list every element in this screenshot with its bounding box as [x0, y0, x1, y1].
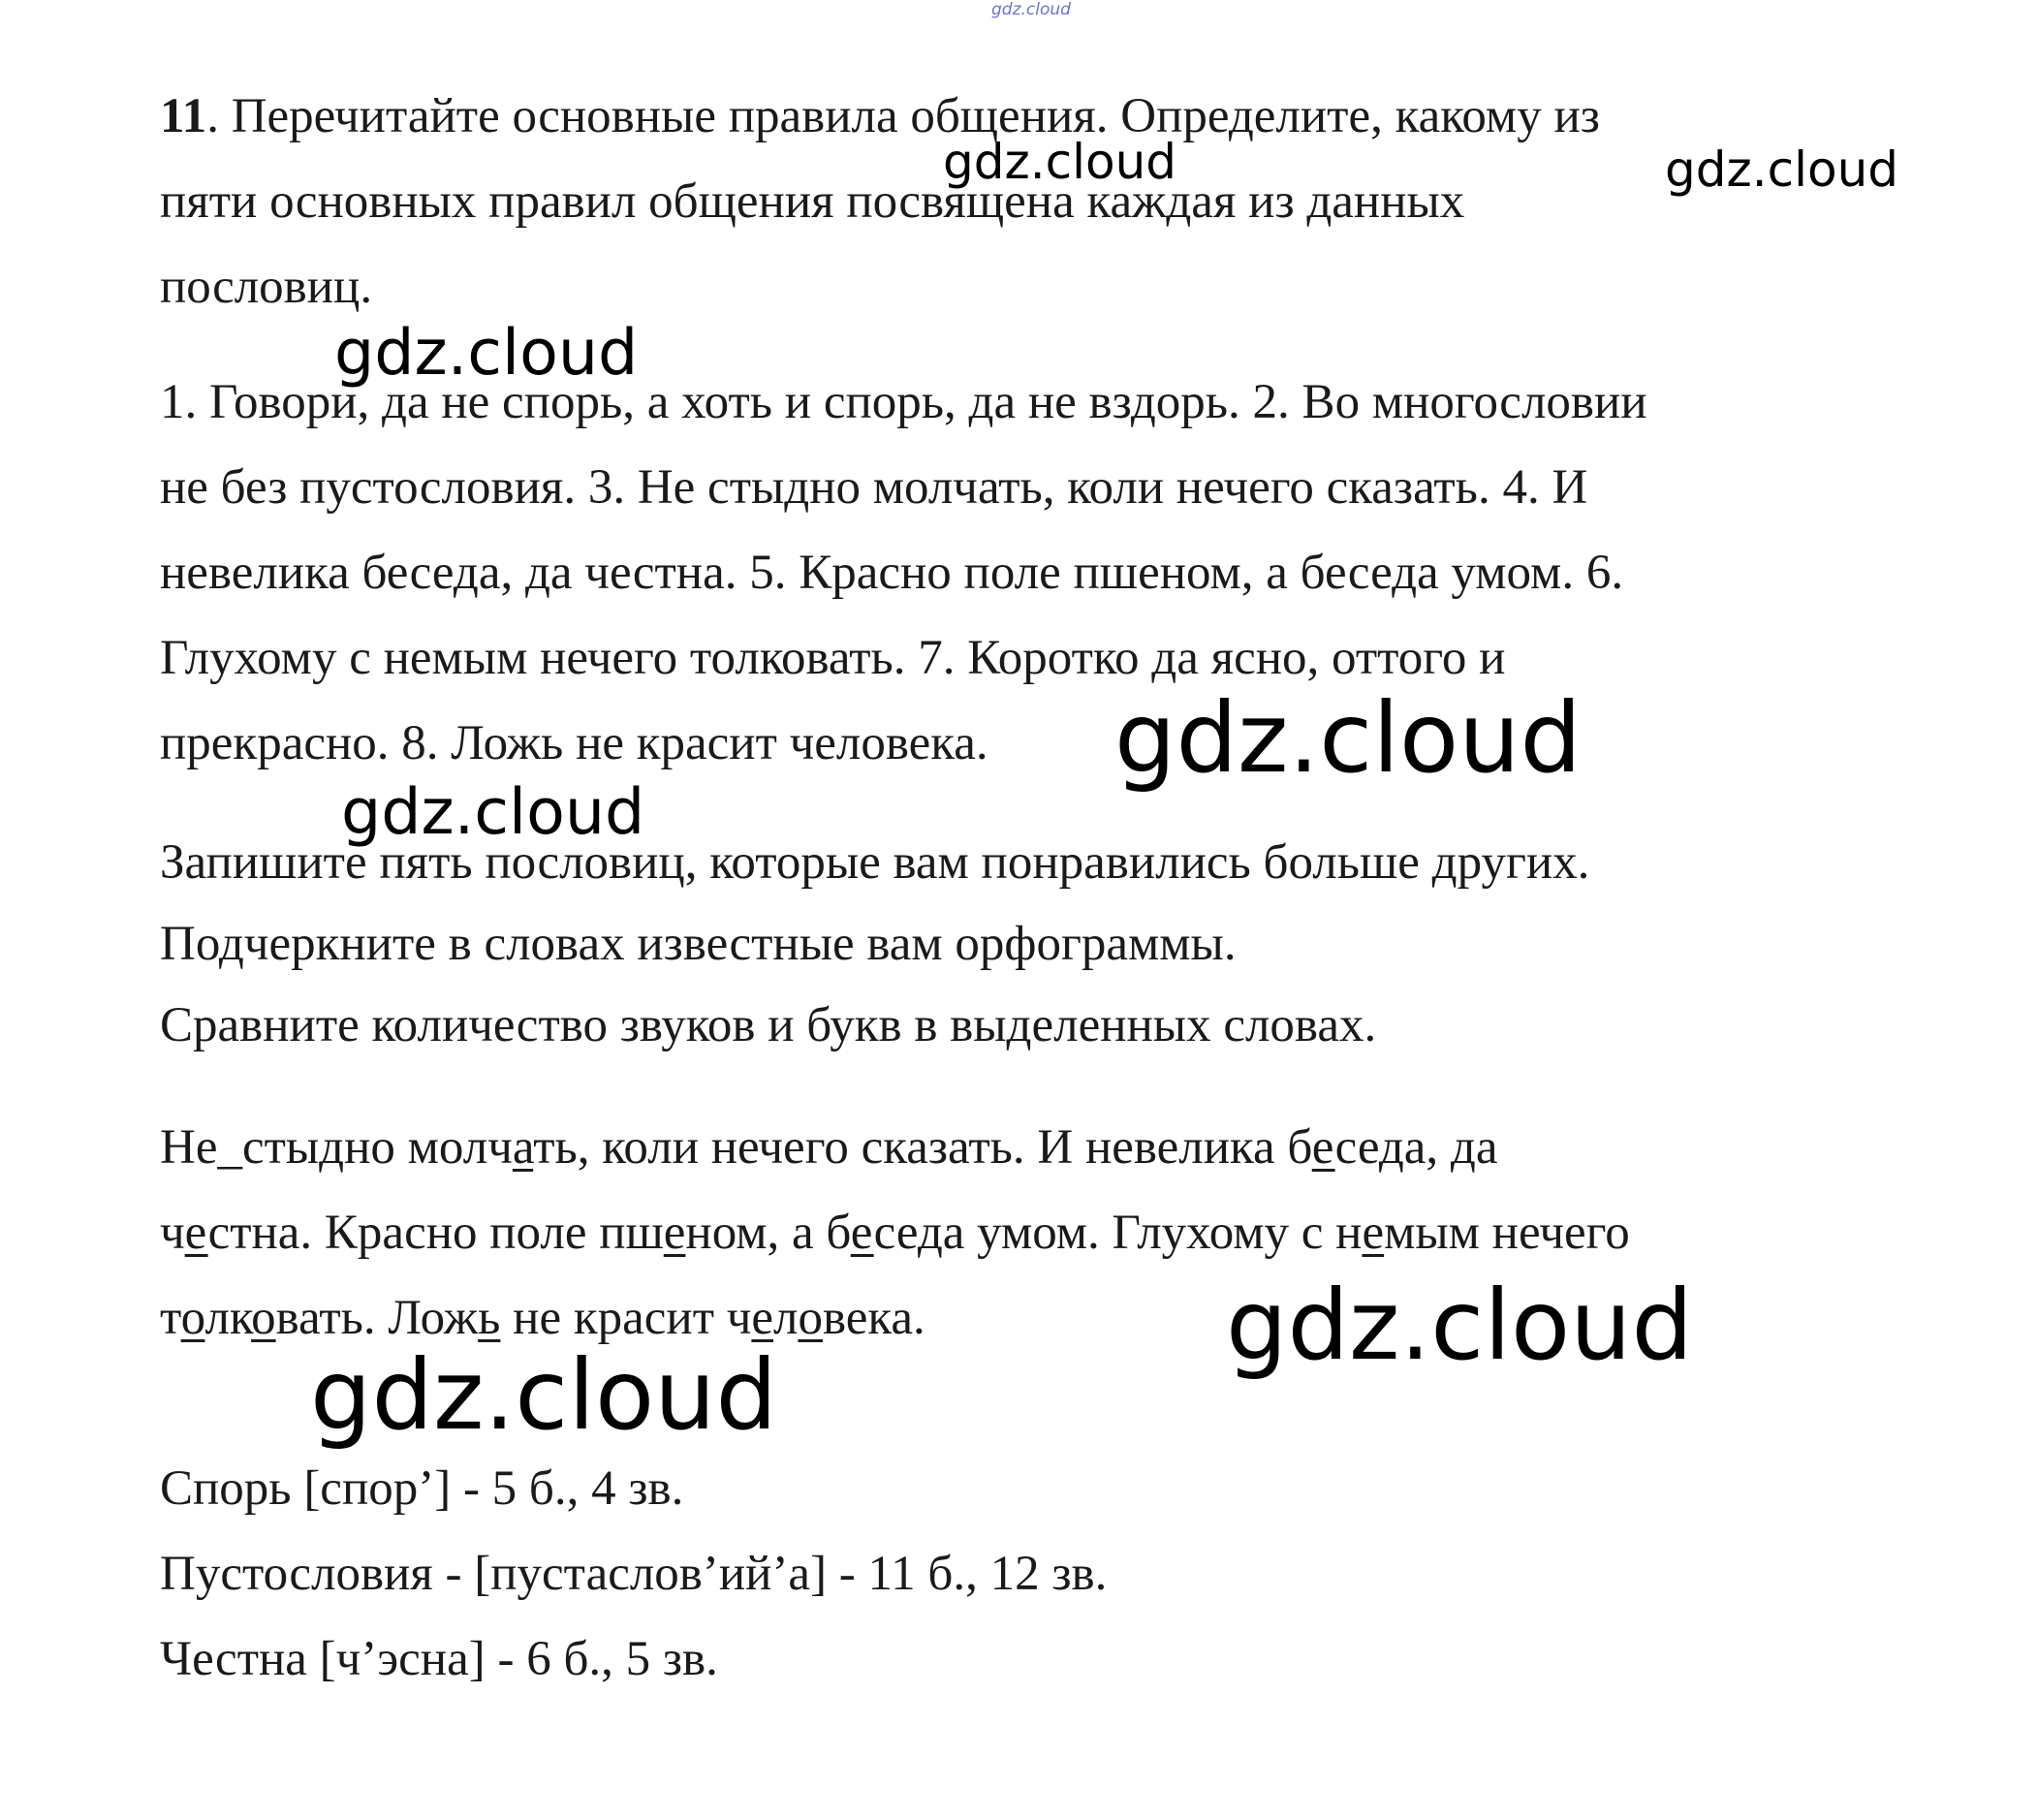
answer-text: Не — [160, 1120, 218, 1175]
answer-text: л — [773, 1291, 799, 1345]
answer-line-1 — [160, 1118, 1498, 1177]
answer-text: не красит ч — [500, 1291, 752, 1345]
orthogram-underline: е — [184, 1206, 208, 1260]
answer-text: века. — [822, 1291, 925, 1345]
task-text-1: . Перечитайте основные правила общения. Определите, какому из — [206, 89, 1600, 143]
task-line-2: пяти основных правил общения посвящена каждая из данных — [160, 174, 1465, 229]
watermark-2: gdz.cloud — [1665, 141, 1899, 198]
orthogram-underline: е — [1362, 1206, 1385, 1260]
watermark-3: gdz.cloud — [334, 317, 639, 390]
answer-text: ч — [160, 1206, 185, 1260]
proverbs-line-2: не без пустословия. 3. Не стыдно молчать, коли нечего сказать. 4. И — [160, 460, 1588, 515]
orthogram-underline: о — [798, 1291, 823, 1345]
analysis-line-1: Спорь [спор’] - 5 б., 4 зв. — [160, 1461, 684, 1516]
watermark-4: gdz.cloud — [1114, 681, 1583, 795]
instruction-line-1: Запишите пять пословиц, которые вам понравились больше других. — [160, 835, 1590, 890]
orthogram-underline: о — [251, 1291, 276, 1345]
watermark-6: gdz.cloud — [1226, 1269, 1694, 1382]
answer-text: лк — [204, 1291, 252, 1345]
proverbs-line-3: невелика беседа, да честна. 5. Красно поле пшеном, а беседа умом. 6. — [160, 546, 1624, 600]
task-line-3: пословиц. — [160, 260, 373, 314]
instruction-line-2: Подчеркните в словах известные вам орфограммы. — [160, 917, 1237, 971]
orthogram-underline: е — [663, 1206, 686, 1260]
answer-text: ть, коли нечего сказать. И невелика б — [533, 1120, 1312, 1175]
analysis-line-2: Пустословия - [пустаслов’ий’а] - 11 б., 12 зв. — [160, 1547, 1108, 1601]
instruction-line-3: Сравните количество звуков и букв в выделенных словах. — [160, 998, 1377, 1052]
answer-line-2 — [160, 1204, 1630, 1262]
answer-text: стна. Красно поле пш — [207, 1206, 664, 1260]
task-line-1 — [160, 87, 1600, 145]
proverbs-line-4: Глухому с немым нечего толковать. 7. Коротко да ясно, оттого и — [160, 631, 1506, 685]
orthogram-underline: е — [850, 1206, 874, 1260]
orthogram-underline: е — [751, 1291, 774, 1345]
proverbs-line-1: 1. Говори, да не спорь, а хоть и спорь, да не вздорь. 2. Во многословии — [160, 375, 1647, 429]
analysis-line-3: Честна [ч’эсна] - 6 б., 5 зв. — [160, 1632, 718, 1686]
orthogram-underline: ь — [478, 1291, 501, 1345]
answer-text: седа умом. Глухому с н — [873, 1206, 1363, 1260]
watermark-5: gdz.cloud — [341, 776, 645, 849]
watermark-top: gdz.cloud — [991, 0, 1071, 19]
answer-text: вать. Лож — [275, 1291, 479, 1345]
watermark-7: gdz.cloud — [310, 1338, 778, 1452]
task-number: 11 — [160, 89, 207, 143]
watermark-1: gdz.cloud — [943, 134, 1177, 190]
answer-text: стыдно молч — [241, 1120, 513, 1175]
answer-text: _ — [217, 1120, 242, 1175]
orthogram-underline: е — [1311, 1120, 1335, 1175]
proverbs-line-5: прекрасно. 8. Ложь не красит человека. — [160, 716, 988, 770]
answer-text: т — [160, 1291, 181, 1345]
answer-text: седа, да — [1334, 1120, 1498, 1175]
orthogram-underline: а — [512, 1120, 534, 1175]
answer-text: мым нечего — [1384, 1206, 1630, 1260]
orthogram-underline: о — [180, 1291, 205, 1345]
answer-text: ном, а б — [685, 1206, 851, 1260]
